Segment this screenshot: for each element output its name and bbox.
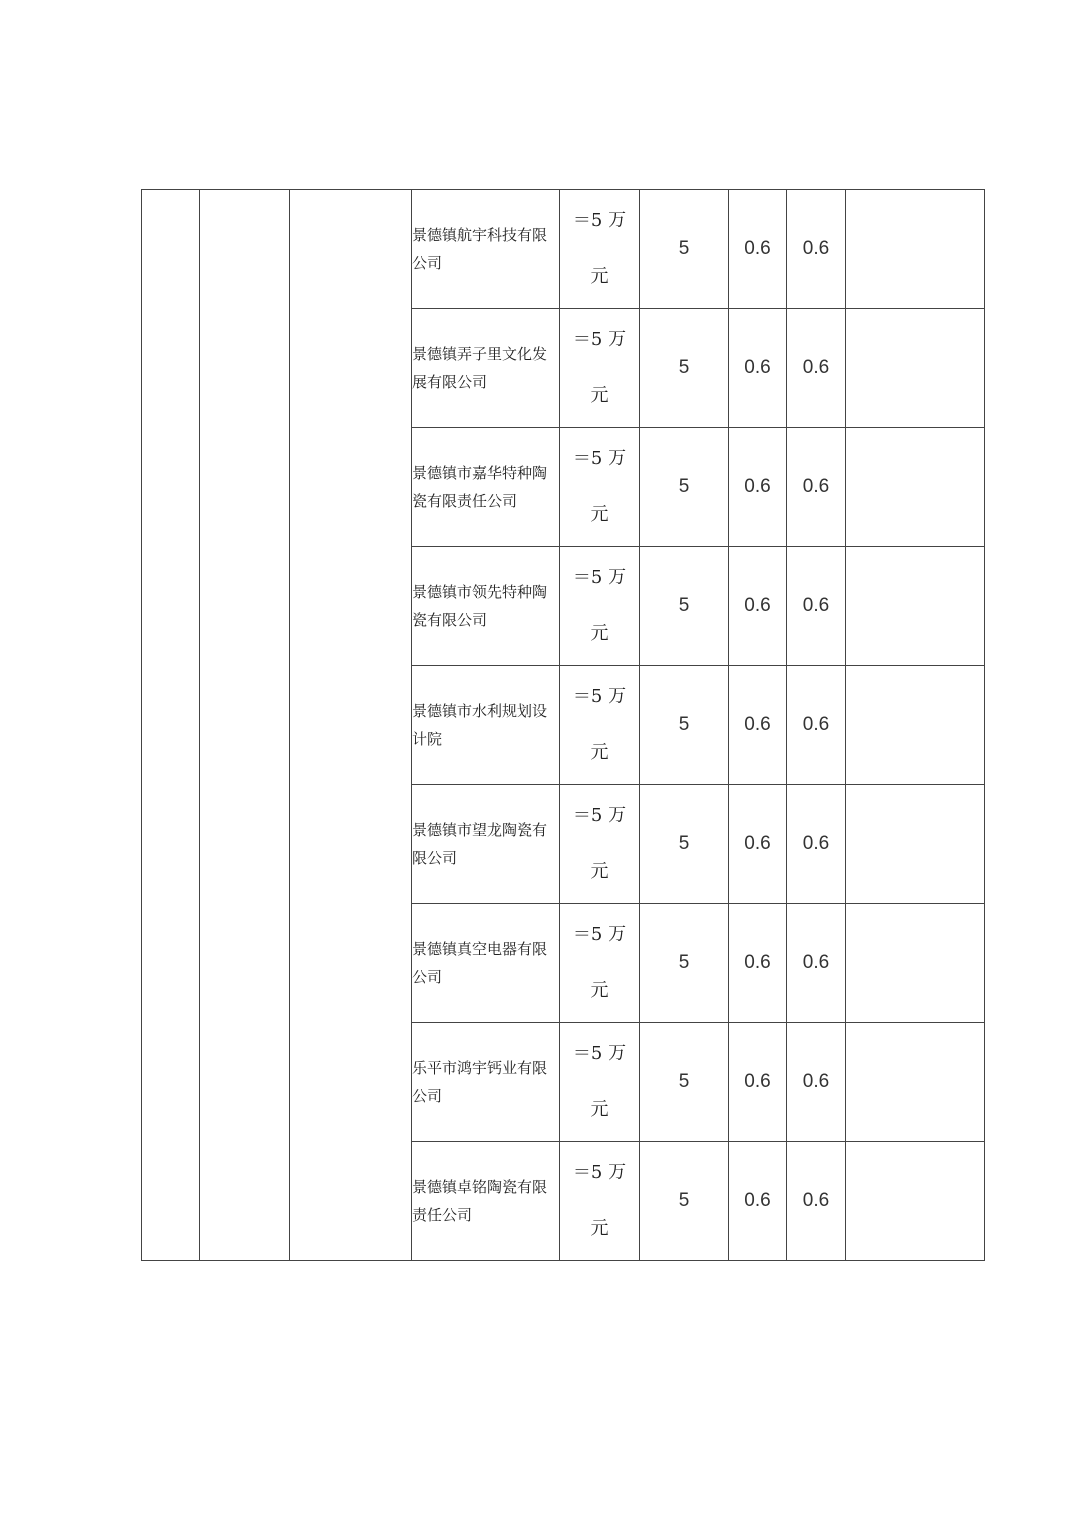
amount-value: ＝5 万 (572, 805, 627, 826)
value3-cell: 0.6 (787, 309, 846, 428)
remark-cell (846, 785, 985, 904)
company-name: 乐平市鸿宇钙业有限公司 (412, 1023, 560, 1142)
table-row (142, 190, 985, 309)
remark-cell (846, 428, 985, 547)
value1-cell: 5 (640, 1023, 729, 1142)
amount-cell (560, 1023, 640, 1142)
value3-cell: 0.6 (787, 785, 846, 904)
value2-cell: 0.6 (729, 1142, 787, 1261)
amount-value: ＝5 万 (572, 329, 627, 350)
value3-cell: 0.6 (787, 904, 846, 1023)
value3-cell: 0.6 (787, 666, 846, 785)
value3-cell: 0.6 (787, 190, 846, 309)
remark-cell (846, 1142, 985, 1261)
company-name: 景德镇弄子里文化发展有限公司 (412, 309, 560, 428)
value1-cell: 5 (640, 547, 729, 666)
value2-cell: 0.6 (729, 904, 787, 1023)
amount-value: ＝5 万 (572, 210, 627, 231)
company-name: 景德镇卓铭陶瓷有限责任公司 (412, 1142, 560, 1261)
company-name: 景德镇真空电器有限公司 (412, 904, 560, 1023)
value2-cell: 0.6 (729, 785, 787, 904)
value2-cell: 0.6 (729, 309, 787, 428)
remark-cell (846, 1023, 985, 1142)
amount-unit: 元 (590, 861, 609, 882)
amount-cell (560, 547, 640, 666)
value2-cell: 0.6 (729, 666, 787, 785)
amount-unit: 元 (590, 504, 609, 525)
amount-cell (560, 666, 640, 785)
value1-cell: 5 (640, 785, 729, 904)
scoring-table (141, 189, 985, 1261)
merged-item-cell (290, 190, 412, 1261)
value1-cell: 5 (640, 190, 729, 309)
amount-cell (560, 428, 640, 547)
amount-cell (560, 904, 640, 1023)
merged-category-cell (200, 190, 290, 1261)
value3-cell: 0.6 (787, 547, 846, 666)
value1-cell: 5 (640, 666, 729, 785)
amount-cell (560, 309, 640, 428)
company-name: 景德镇航宇科技有限公司 (412, 190, 560, 309)
value1-cell: 5 (640, 309, 729, 428)
amount-value: ＝5 万 (572, 448, 627, 469)
value1-cell: 5 (640, 1142, 729, 1261)
amount-value: ＝5 万 (572, 686, 627, 707)
amount-cell (560, 190, 640, 309)
remark-cell (846, 666, 985, 785)
value3-cell: 0.6 (787, 428, 846, 547)
value1-cell: 5 (640, 904, 729, 1023)
company-name: 景德镇市嘉华特种陶瓷有限责任公司 (412, 428, 560, 547)
company-name: 景德镇市领先特种陶瓷有限公司 (412, 547, 560, 666)
amount-cell (560, 1142, 640, 1261)
company-name: 景德镇市水利规划设计院 (412, 666, 560, 785)
remark-cell (846, 547, 985, 666)
value3-cell: 0.6 (787, 1023, 846, 1142)
company-name: 景德镇市望龙陶瓷有限公司 (412, 785, 560, 904)
amount-unit: 元 (590, 980, 609, 1001)
amount-unit: 元 (590, 1099, 609, 1120)
remark-cell (846, 190, 985, 309)
amount-value: ＝5 万 (572, 1162, 627, 1183)
remark-cell (846, 904, 985, 1023)
amount-value: ＝5 万 (572, 567, 627, 588)
amount-unit: 元 (590, 623, 609, 644)
amount-unit: 元 (590, 1218, 609, 1239)
remark-cell (846, 309, 985, 428)
value2-cell: 0.6 (729, 428, 787, 547)
amount-cell (560, 785, 640, 904)
amount-value: ＝5 万 (572, 1043, 627, 1064)
merged-index-cell (142, 190, 200, 1261)
amount-unit: 元 (590, 385, 609, 406)
value1-cell: 5 (640, 428, 729, 547)
value2-cell: 0.6 (729, 1023, 787, 1142)
value2-cell: 0.6 (729, 547, 787, 666)
value2-cell: 0.6 (729, 190, 787, 309)
value3-cell: 0.6 (787, 1142, 846, 1261)
amount-unit: 元 (590, 742, 609, 763)
amount-value: ＝5 万 (572, 924, 627, 945)
amount-unit: 元 (590, 266, 609, 287)
